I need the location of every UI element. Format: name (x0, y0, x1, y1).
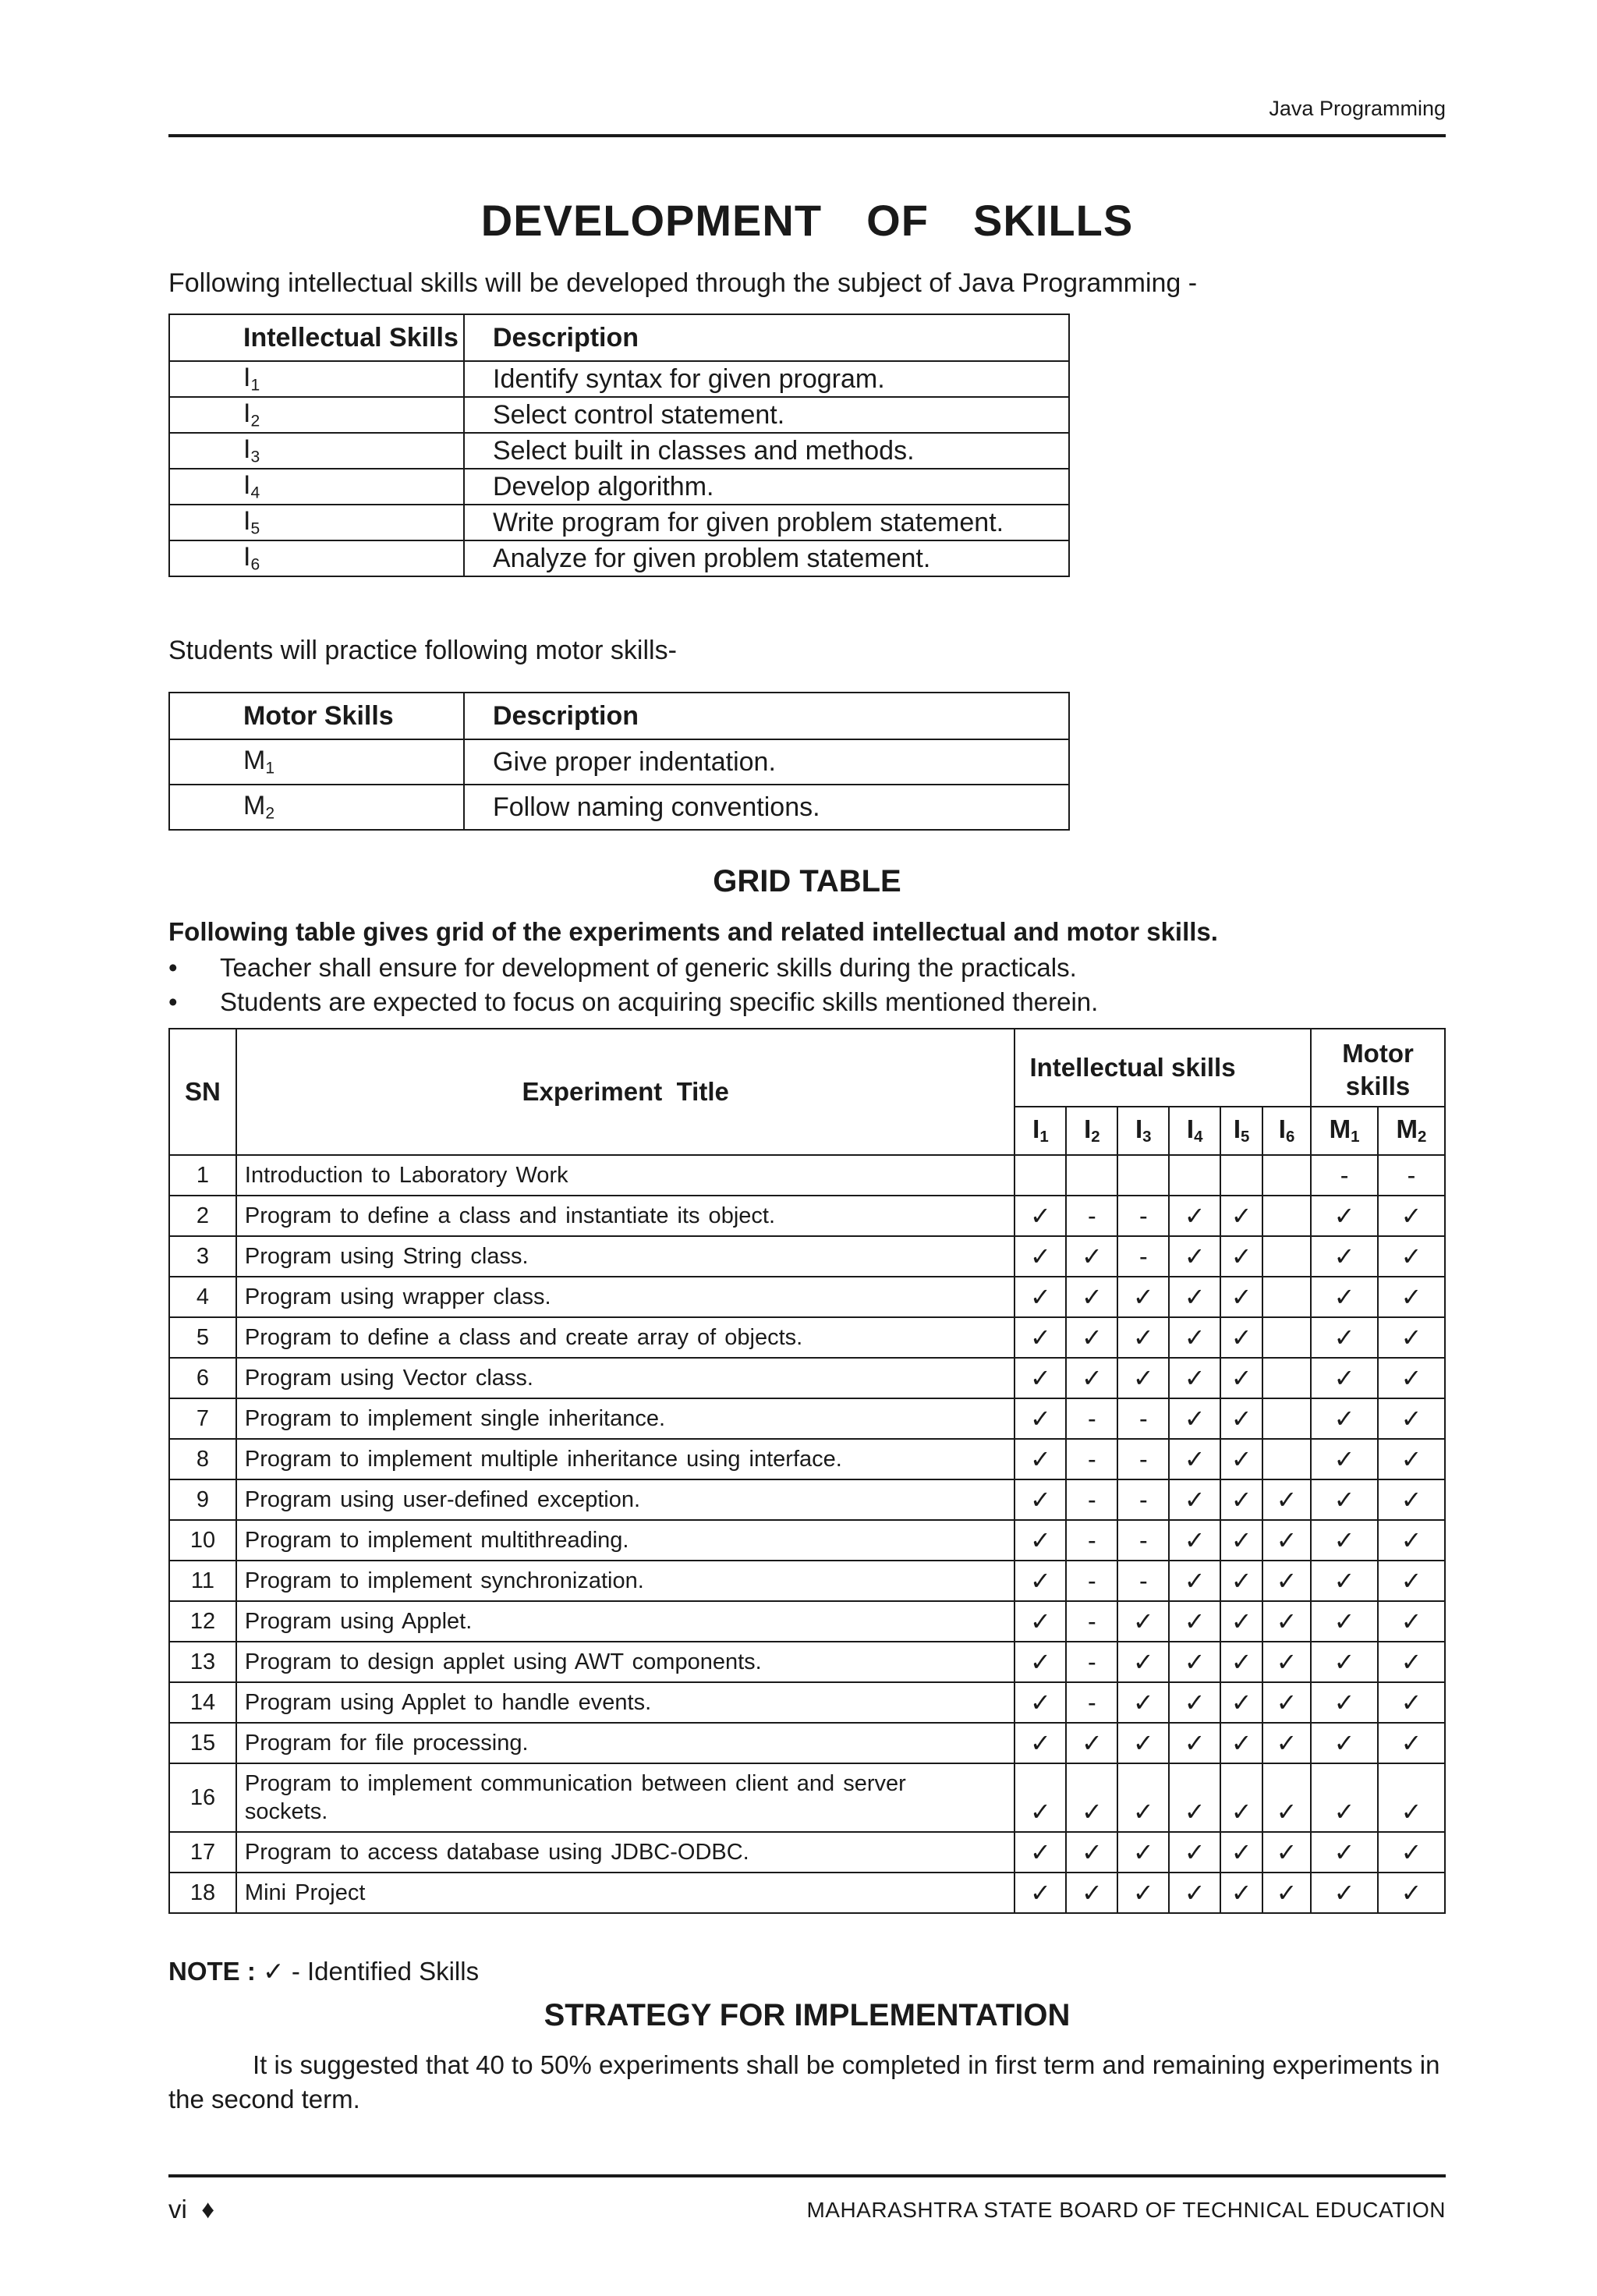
skill-mark-cell: ✓ (1066, 1832, 1117, 1873)
description-header: Description (464, 693, 1069, 739)
skill-mark-cell: ✓ (1262, 1763, 1311, 1832)
skill-description: Give proper indentation. (464, 739, 1069, 785)
table-row (169, 361, 1069, 397)
skill-code-cell (169, 469, 464, 505)
skill-mark-cell: ✓ (1117, 1682, 1169, 1723)
skill-mark-cell: ✓ (1015, 1682, 1066, 1723)
skill-column-header (1066, 1107, 1117, 1155)
skill-mark-cell: - (1117, 1479, 1169, 1520)
sn-cell: 8 (169, 1439, 236, 1479)
skill-mark-cell: ✓ (1311, 1682, 1378, 1723)
sn-cell: 1 (169, 1155, 236, 1196)
skill-mark-cell: ✓ (1220, 1561, 1262, 1601)
skill-code: M (1396, 1114, 1418, 1144)
table-row (169, 397, 1069, 433)
skill-mark-cell: - (1066, 1642, 1117, 1682)
experiment-title-cell: Program using Applet to handle events. (236, 1682, 1015, 1723)
skill-subscript: 4 (1194, 1128, 1203, 1146)
experiment-title-cell: Program to define a class and instantiate its object. (236, 1196, 1015, 1236)
skill-subscript: 3 (250, 448, 260, 466)
table-row (169, 505, 1069, 540)
skill-code: I (243, 399, 251, 429)
note (168, 1956, 479, 1986)
skill-mark-cell: ✓ (1311, 1763, 1378, 1832)
bullet-symbol: • (168, 953, 178, 982)
skill-mark-cell: ✓ (1262, 1520, 1311, 1561)
table-row (169, 1832, 1445, 1873)
skill-mark-cell: ✓ (1015, 1832, 1066, 1873)
table-row (169, 1723, 1445, 1763)
table-row (169, 1642, 1445, 1682)
sn-header: SN (169, 1029, 236, 1155)
skill-mark-cell: ✓ (1015, 1763, 1066, 1832)
skill-mark-cell: ✓ (1378, 1763, 1445, 1832)
skill-mark-cell: ✓ (1311, 1479, 1378, 1520)
skill-mark-cell: ✓ (1220, 1601, 1262, 1642)
skill-mark-cell: ✓ (1015, 1277, 1066, 1317)
table-row (169, 1520, 1445, 1561)
skill-mark-cell: ✓ (1262, 1642, 1311, 1682)
skill-description: Develop algorithm. (464, 469, 1069, 505)
skill-code-cell (169, 540, 464, 576)
skill-mark-cell: ✓ (1311, 1832, 1378, 1873)
experiment-title-cell: Program using user-defined exception. (236, 1479, 1015, 1520)
skill-mark-cell: ✓ (1015, 1601, 1066, 1642)
motor-skills-group-header (1311, 1029, 1445, 1107)
experiment-title-cell: Program using Applet. (236, 1601, 1015, 1642)
table-row (169, 1236, 1445, 1277)
skill-subscript: 1 (265, 759, 275, 778)
table-row (169, 1317, 1445, 1358)
experiment-title-cell: Program for file processing. (236, 1723, 1015, 1763)
skill-code-cell (169, 505, 464, 540)
table-row (169, 1398, 1445, 1439)
skill-mark-cell: ✓ (1378, 1479, 1445, 1520)
skill-mark-cell: ✓ (1169, 1520, 1220, 1561)
skill-mark-cell: ✓ (1220, 1439, 1262, 1479)
skill-code: M (243, 746, 266, 776)
skill-mark-cell: ✓ (1169, 1723, 1220, 1763)
skill-mark-cell (1262, 1196, 1311, 1236)
skill-mark-cell: ✓ (1117, 1601, 1169, 1642)
sn-cell: 3 (169, 1236, 236, 1277)
skill-mark-cell: ✓ (1262, 1479, 1311, 1520)
skill-code: I (1135, 1114, 1143, 1144)
skill-mark-cell: ✓ (1262, 1723, 1311, 1763)
skill-mark-cell: ✓ (1015, 1642, 1066, 1682)
strategy-title: STRATEGY FOR IMPLEMENTATION (544, 1998, 1071, 2032)
skill-column-header (1311, 1107, 1378, 1155)
table-row (169, 1196, 1445, 1236)
skill-mark-cell: ✓ (1378, 1358, 1445, 1398)
skill-mark-cell: ✓ (1220, 1642, 1262, 1682)
skill-mark-cell (1117, 1155, 1169, 1196)
skill-mark-cell: ✓ (1066, 1873, 1117, 1913)
skill-mark-cell (1262, 1317, 1311, 1358)
skill-description: Write program for given problem statement. (464, 505, 1069, 540)
skill-mark-cell: ✓ (1378, 1832, 1445, 1873)
experiment-title-cell: Program to define a class and create array of objects. (236, 1317, 1015, 1358)
skill-column-header (1015, 1107, 1066, 1155)
skill-subscript: 1 (250, 376, 260, 395)
table-row (169, 1277, 1445, 1317)
skill-mark-cell: ✓ (1117, 1723, 1169, 1763)
experiment-title-header: Experiment Title (236, 1029, 1015, 1155)
skill-subscript: 5 (250, 519, 260, 538)
skill-mark-cell: ✓ (1311, 1723, 1378, 1763)
bullet-symbol: • (168, 987, 178, 1016)
skill-mark-cell: ✓ (1169, 1479, 1220, 1520)
skill-code: I (1278, 1114, 1286, 1144)
skill-mark-cell: ✓ (1311, 1236, 1378, 1277)
skill-code-cell (169, 739, 464, 785)
sn-cell: 11 (169, 1561, 236, 1601)
skill-mark-cell: ✓ (1311, 1358, 1378, 1398)
sn-cell: 10 (169, 1520, 236, 1561)
motor-skills-table (168, 692, 1070, 831)
table-row (169, 1479, 1445, 1520)
experiment-title-cell: Program to design applet using AWT components. (236, 1642, 1015, 1682)
skill-mark-cell: ✓ (1220, 1873, 1262, 1913)
description-header: Description (464, 314, 1069, 361)
table-row (169, 739, 1069, 785)
sn-cell: 13 (169, 1642, 236, 1682)
table-row (169, 1682, 1445, 1723)
skill-mark-cell: - (1117, 1520, 1169, 1561)
skill-mark-cell: ✓ (1117, 1317, 1169, 1358)
skill-mark-cell: ✓ (1169, 1642, 1220, 1682)
skill-mark-cell: ✓ (1378, 1642, 1445, 1682)
intellectual-skills-table (168, 314, 1070, 577)
skill-mark-cell: ✓ (1066, 1763, 1117, 1832)
experiment-title-cell: Program to implement synchronization. (236, 1561, 1015, 1601)
experiment-title-cell: Program to implement single inheritance. (236, 1398, 1015, 1439)
skill-code: I (1084, 1114, 1092, 1144)
skill-code-cell (169, 397, 464, 433)
experiment-title-cell: Program to access database using JDBC-ODBC. (236, 1832, 1015, 1873)
skill-mark-cell: ✓ (1311, 1196, 1378, 1236)
skill-mark-cell: ✓ (1378, 1601, 1445, 1642)
skill-mark-cell: ✓ (1117, 1873, 1169, 1913)
strategy-text: It is suggested that 40 to 50% experiments shall be completed in first term and remaining experiments in the second term. (168, 2050, 1440, 2114)
motor-skills-intro: Students will practice following motor skills- (168, 636, 677, 665)
table-row (169, 1155, 1445, 1196)
table-row (169, 469, 1069, 505)
skill-code: I (243, 542, 251, 572)
skill-mark-cell: ✓ (1378, 1873, 1445, 1913)
skill-mark-cell (1262, 1236, 1311, 1277)
skill-code: I (1233, 1114, 1241, 1144)
skill-mark-cell: ✓ (1311, 1601, 1378, 1642)
skill-mark-cell: ✓ (1169, 1398, 1220, 1439)
skill-mark-cell: ✓ (1169, 1561, 1220, 1601)
skill-mark-cell: - (1378, 1155, 1445, 1196)
skill-mark-cell: ✓ (1066, 1358, 1117, 1398)
skill-mark-cell: ✓ (1220, 1196, 1262, 1236)
skill-code: I (243, 363, 251, 393)
skill-subscript: 6 (250, 555, 260, 574)
running-head: Java Programming (1269, 97, 1446, 120)
skill-mark-cell (1220, 1155, 1262, 1196)
skill-subscript: 4 (250, 484, 260, 502)
skill-mark-cell: - (1066, 1439, 1117, 1479)
skill-mark-cell: ✓ (1311, 1439, 1378, 1479)
note-text: - Identified Skills (284, 1957, 480, 1986)
table-row (169, 1873, 1445, 1913)
skill-mark-cell: ✓ (1262, 1601, 1311, 1642)
skill-mark-cell: ✓ (1117, 1277, 1169, 1317)
skill-mark-cell: - (1117, 1398, 1169, 1439)
skill-mark-cell: - (1066, 1196, 1117, 1236)
skill-mark-cell: ✓ (1220, 1277, 1262, 1317)
skill-code-cell (169, 785, 464, 830)
skill-mark-cell: ✓ (1169, 1439, 1220, 1479)
skill-mark-cell: ✓ (1378, 1520, 1445, 1561)
skill-mark-cell: - (1066, 1520, 1117, 1561)
skill-mark-cell: ✓ (1378, 1236, 1445, 1277)
skill-subscript: 6 (1285, 1128, 1295, 1146)
skill-mark-cell: ✓ (1311, 1642, 1378, 1682)
skill-mark-cell: - (1311, 1155, 1378, 1196)
table-row (169, 1561, 1445, 1601)
intellectual-skills-header: Intellectual Skills (169, 314, 464, 361)
skill-mark-cell: ✓ (1015, 1398, 1066, 1439)
skill-mark-cell: ✓ (1262, 1873, 1311, 1913)
skill-mark-cell: ✓ (1169, 1832, 1220, 1873)
sn-cell: 5 (169, 1317, 236, 1358)
skill-mark-cell: ✓ (1015, 1520, 1066, 1561)
skill-mark-cell: ✓ (1220, 1317, 1262, 1358)
sn-cell: 15 (169, 1723, 236, 1763)
skill-mark-cell: ✓ (1378, 1682, 1445, 1723)
table-row (169, 1763, 1445, 1832)
skill-mark-cell (1169, 1155, 1220, 1196)
grid-table-subtitle: Following table gives grid of the experiments and related intellectual and motor skills. (168, 917, 1218, 946)
skill-mark-cell: ✓ (1378, 1723, 1445, 1763)
page-number (168, 2195, 214, 2224)
skill-code: M (1329, 1114, 1351, 1144)
skill-mark-cell (1262, 1439, 1311, 1479)
skill-code-cell (169, 361, 464, 397)
experiment-title-cell: Program to implement multithreading. (236, 1520, 1015, 1561)
skill-mark-cell: - (1066, 1479, 1117, 1520)
skill-mark-cell: ✓ (1378, 1196, 1445, 1236)
skill-mark-cell: ✓ (1311, 1520, 1378, 1561)
sn-cell: 7 (169, 1398, 236, 1439)
skill-mark-cell: ✓ (1066, 1277, 1117, 1317)
skill-code-cell (169, 433, 464, 469)
experiment-title-cell: Program using wrapper class. (236, 1277, 1015, 1317)
skill-mark-cell: ✓ (1015, 1196, 1066, 1236)
sn-cell: 6 (169, 1358, 236, 1398)
sn-cell: 14 (169, 1682, 236, 1723)
skill-mark-cell: - (1117, 1236, 1169, 1277)
skill-subscript: 3 (1142, 1128, 1152, 1146)
skill-mark-cell: ✓ (1169, 1358, 1220, 1398)
motor-skills-group-label: Motor skills (1342, 1039, 1414, 1100)
skill-mark-cell: - (1066, 1561, 1117, 1601)
skill-mark-cell: ✓ (1378, 1277, 1445, 1317)
skill-mark-cell: ✓ (1015, 1479, 1066, 1520)
bullet-item (168, 953, 1077, 983)
skill-code: M (243, 791, 266, 821)
intro-text: Following intellectual skills will be developed through the subject of Java Programming - (168, 268, 1198, 298)
skill-code: I (1186, 1114, 1195, 1144)
skill-column-header (1117, 1107, 1169, 1155)
skill-mark-cell: - (1117, 1561, 1169, 1601)
skill-column-header (1262, 1107, 1311, 1155)
skill-mark-cell: ✓ (1015, 1317, 1066, 1358)
motor-skills-header: Motor Skills (169, 693, 464, 739)
skill-mark-cell: ✓ (1169, 1763, 1220, 1832)
sn-cell: 18 (169, 1873, 236, 1913)
skill-mark-cell: ✓ (1220, 1358, 1262, 1398)
sn-cell: 9 (169, 1479, 236, 1520)
skill-mark-cell: ✓ (1169, 1236, 1220, 1277)
skill-mark-cell (1015, 1155, 1066, 1196)
skill-description: Follow naming conventions. (464, 785, 1069, 830)
sn-cell: 16 (169, 1763, 236, 1832)
skill-mark-cell: ✓ (1169, 1601, 1220, 1642)
sn-cell: 4 (169, 1277, 236, 1317)
skill-subscript: 1 (1351, 1128, 1360, 1146)
skill-mark-cell: ✓ (1066, 1236, 1117, 1277)
footer-rule (168, 2174, 1446, 2177)
skill-mark-cell: ✓ (1220, 1763, 1262, 1832)
skill-subscript: 2 (1091, 1128, 1100, 1146)
skill-mark-cell: ✓ (1117, 1763, 1169, 1832)
skill-mark-cell: ✓ (1220, 1520, 1262, 1561)
skill-mark-cell: ✓ (1169, 1277, 1220, 1317)
skill-column-header (1378, 1107, 1445, 1155)
sn-cell: 12 (169, 1601, 236, 1642)
skill-description: Identify syntax for given program. (464, 361, 1069, 397)
skill-mark-cell (1262, 1358, 1311, 1398)
experiment-title-cell: Introduction to Laboratory Work (236, 1155, 1015, 1196)
skill-mark-cell: ✓ (1117, 1832, 1169, 1873)
skill-mark-cell: - (1066, 1398, 1117, 1439)
skill-mark-cell: ✓ (1015, 1358, 1066, 1398)
skill-mark-cell: ✓ (1169, 1873, 1220, 1913)
skill-mark-cell: ✓ (1220, 1832, 1262, 1873)
bullet-text: Students are expected to focus on acquiring specific skills mentioned therein. (220, 987, 1099, 1016)
skill-code: I (243, 434, 251, 465)
skill-subscript: 1 (1039, 1128, 1049, 1146)
table-row (169, 540, 1069, 576)
skill-mark-cell: ✓ (1015, 1723, 1066, 1763)
skill-mark-cell: ✓ (1311, 1317, 1378, 1358)
note-label: NOTE : (168, 1957, 256, 1986)
skill-mark-cell: - (1066, 1682, 1117, 1723)
skill-mark-cell: ✓ (1220, 1682, 1262, 1723)
skill-mark-cell: ✓ (1311, 1873, 1378, 1913)
check-icon: ✓ (263, 1957, 285, 1986)
table-row (169, 1439, 1445, 1479)
skill-mark-cell: ✓ (1015, 1236, 1066, 1277)
skill-mark-cell: ✓ (1220, 1236, 1262, 1277)
skill-subscript: 5 (1241, 1128, 1250, 1146)
intellectual-skills-group-header: Intellectual skills (1015, 1029, 1311, 1107)
skill-description: Analyze for given problem statement. (464, 540, 1069, 576)
skill-mark-cell: ✓ (1220, 1479, 1262, 1520)
skill-mark-cell: ✓ (1066, 1317, 1117, 1358)
bullet-text: Teacher shall ensure for development of generic skills during the practicals. (220, 953, 1077, 982)
experiment-title-cell: Program to implement multiple inheritance using interface. (236, 1439, 1015, 1479)
header-rule (168, 134, 1446, 137)
skill-mark-cell: ✓ (1262, 1561, 1311, 1601)
grid-table-title: GRID TABLE (713, 864, 901, 898)
skill-code: I (1032, 1114, 1040, 1144)
skill-mark-cell: ✓ (1378, 1317, 1445, 1358)
skill-mark-cell: ✓ (1262, 1832, 1311, 1873)
page-title: DEVELOPMENT OF SKILLS (480, 196, 1134, 245)
skill-description: Select control statement. (464, 397, 1069, 433)
table-row (169, 433, 1069, 469)
skill-column-header (1220, 1107, 1262, 1155)
skill-description: Select built in classes and methods. (464, 433, 1069, 469)
skill-mark-cell (1262, 1277, 1311, 1317)
skill-mark-cell: ✓ (1378, 1398, 1445, 1439)
skill-subscript: 2 (265, 804, 275, 823)
skill-mark-cell (1066, 1155, 1117, 1196)
skill-mark-cell: ✓ (1220, 1398, 1262, 1439)
sn-cell: 2 (169, 1196, 236, 1236)
sn-cell: 17 (169, 1832, 236, 1873)
skill-mark-cell: ✓ (1311, 1561, 1378, 1601)
table-row (169, 785, 1069, 830)
folio-text: vi (168, 2195, 187, 2223)
publisher-name: MAHARASHTRA STATE BOARD OF TECHNICAL EDUCATION (806, 2198, 1446, 2222)
experiment-title-cell: Mini Project (236, 1873, 1015, 1913)
skill-mark-cell (1262, 1155, 1311, 1196)
skill-mark-cell: ✓ (1015, 1873, 1066, 1913)
skill-column-header (1169, 1107, 1220, 1155)
skill-mark-cell: - (1117, 1439, 1169, 1479)
skill-mark-cell: ✓ (1378, 1439, 1445, 1479)
bullet-item (168, 987, 1098, 1017)
skill-mark-cell: ✓ (1015, 1439, 1066, 1479)
skill-mark-cell: ✓ (1117, 1642, 1169, 1682)
skill-mark-cell: ✓ (1117, 1358, 1169, 1398)
skill-mark-cell: ✓ (1169, 1196, 1220, 1236)
table-row (169, 1358, 1445, 1398)
experiment-title-cell: Program using Vector class. (236, 1358, 1015, 1398)
skill-mark-cell: - (1117, 1196, 1169, 1236)
skill-subscript: 2 (1418, 1128, 1427, 1146)
skill-mark-cell (1262, 1398, 1311, 1439)
skill-mark-cell: ✓ (1262, 1682, 1311, 1723)
experiment-grid-table (168, 1028, 1446, 1914)
skill-mark-cell: ✓ (1378, 1561, 1445, 1601)
skill-mark-cell: ✓ (1066, 1723, 1117, 1763)
table-row (169, 1601, 1445, 1642)
diamond-icon: ♦ (201, 2195, 215, 2223)
skill-mark-cell: ✓ (1015, 1561, 1066, 1601)
skill-mark-cell: ✓ (1169, 1682, 1220, 1723)
skill-subscript: 2 (250, 412, 260, 430)
skill-code: I (243, 470, 251, 501)
skill-mark-cell: - (1066, 1601, 1117, 1642)
skill-mark-cell: ✓ (1311, 1398, 1378, 1439)
experiment-title-cell: Program using String class. (236, 1236, 1015, 1277)
skill-code: I (243, 506, 251, 537)
experiment-title-cell: Program to implement communication between client and server sockets. (236, 1763, 1015, 1832)
skill-mark-cell: ✓ (1220, 1723, 1262, 1763)
skill-mark-cell: ✓ (1169, 1317, 1220, 1358)
skill-mark-cell: ✓ (1311, 1277, 1378, 1317)
